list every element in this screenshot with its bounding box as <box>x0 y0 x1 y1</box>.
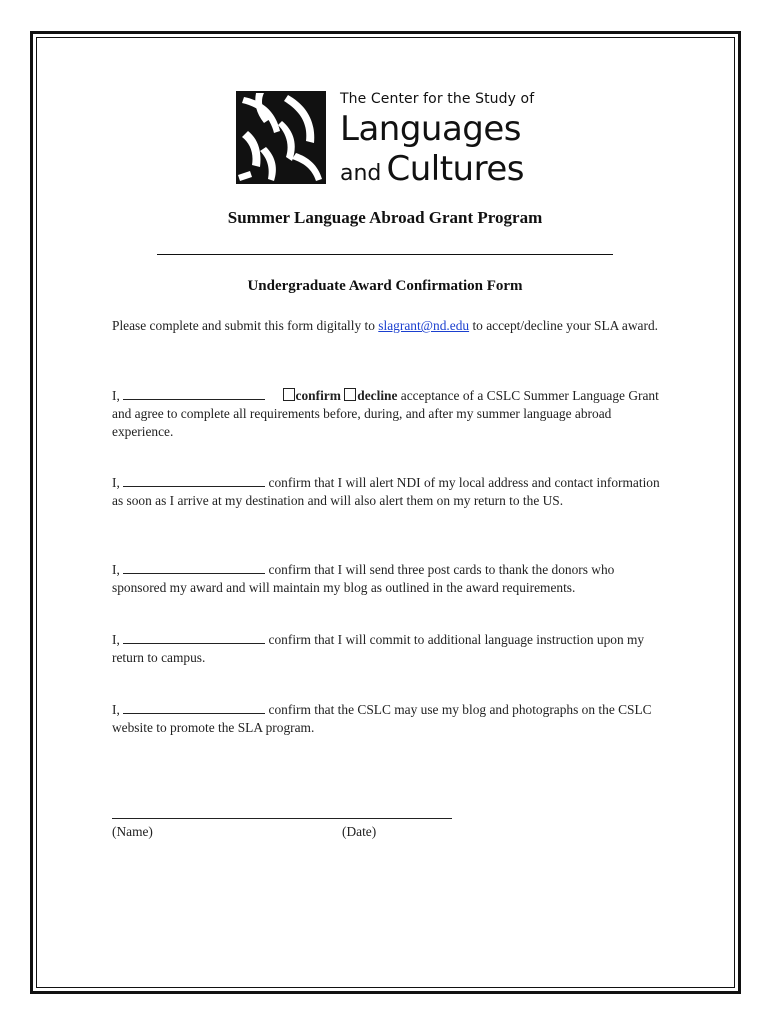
confirm-checkbox[interactable] <box>283 388 295 401</box>
logo-text-languages: Languages <box>340 109 522 149</box>
signature-date-label: (Date) <box>342 824 377 839</box>
intro-paragraph <box>112 317 662 335</box>
statement-prefix: I, <box>112 632 120 647</box>
logo-text-cultures: Cultures <box>386 149 524 189</box>
statement-postcards <box>112 561 662 597</box>
statement-language-instruction <box>112 631 662 667</box>
logo-text-and: and <box>340 161 382 186</box>
email-link[interactable]: slagrant@nd.edu <box>378 318 470 333</box>
statement-address <box>112 474 662 510</box>
signature-line[interactable] <box>112 818 452 819</box>
statement-prefix: I, <box>112 702 120 717</box>
document-title: Summer Language Abroad Grant Program <box>227 208 543 227</box>
name-blank-field[interactable] <box>123 387 265 400</box>
confirm-label: confirm <box>295 388 341 403</box>
statement-prefix: I, <box>112 562 120 577</box>
statement-blog-photos <box>112 701 662 737</box>
intro-text-after: to accept/decline your SLA award. <box>469 318 658 333</box>
name-blank-field[interactable] <box>123 474 265 487</box>
form-subtitle: Undergraduate Award Confirmation Form <box>247 278 523 294</box>
name-blank-field[interactable] <box>123 701 265 714</box>
name-blank-field[interactable] <box>123 631 265 644</box>
decline-label: decline <box>357 388 398 403</box>
intro-text-before: Please complete and submit this form digitally to <box>112 318 379 333</box>
signature-name-label: (Name) <box>112 824 153 839</box>
title-divider <box>157 254 613 255</box>
logo-text-and-cultures <box>340 149 524 189</box>
logo-text-center: The Center for the Study of <box>340 91 535 107</box>
statement-prefix: I, <box>112 388 120 403</box>
statement-text: acceptance of a CSLC Summer Language Grant and agree to complete all requirements before, during, and after my summer language abroad experience. <box>112 388 659 439</box>
statement-text: confirm that the CSLC may use my blog and photographs on the CSLC website to promote the SLA program. <box>112 702 652 735</box>
statement-prefix: I, <box>112 475 120 490</box>
statement-text: confirm that I will alert NDI of my local address and contact information as soon as I arrive at my destination and will also alert them on my return to the US. <box>112 475 660 508</box>
statement-accept-decline <box>112 387 662 441</box>
name-blank-field[interactable] <box>123 561 265 574</box>
statement-text: confirm that I will send three post cards to thank the donors who sponsored my award and will maintain my blog as outlined in the award requirements. <box>112 562 615 595</box>
decline-checkbox[interactable] <box>344 388 356 401</box>
cslc-logo-mark-icon <box>236 91 326 184</box>
cslc-logo <box>236 91 536 189</box>
statement-text: confirm that I will commit to additional language instruction upon my return to campus. <box>112 632 645 665</box>
